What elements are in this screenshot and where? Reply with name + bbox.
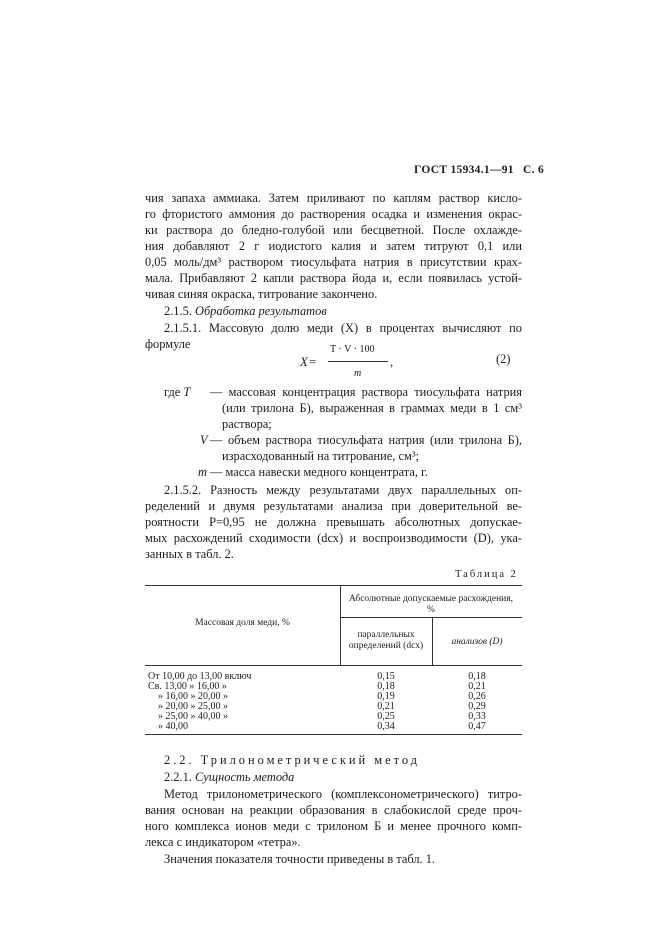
definition-line: — масса навески медного концентрата, г.: [210, 465, 428, 479]
subheader-parallel-1: параллельных: [357, 630, 415, 640]
section-title: Сущность метода: [195, 770, 295, 784]
text-line: го фтористого аммония до растворения осадка и изменения окрас-: [145, 207, 522, 221]
text-line: чивая синяя окраска, титрование закончено.: [145, 287, 378, 301]
definition-line: (или трилона Б), выраженная в граммах меди в 1 см³: [222, 401, 522, 415]
definition-line: — объем раствора тиосульфата натрия (или трилона Б),: [210, 433, 522, 447]
table-cell-range: » 40,00: [158, 721, 188, 732]
formula-denominator: m: [354, 368, 362, 379]
text-line: ного комплекса ионов меди с трилоном Б и менее прочного комп-: [145, 819, 522, 833]
table-cell-range: Св. 13,00 » 16,00 »: [148, 681, 227, 692]
text-line: мала. Прибавляют 2 капли раствора йода и, если появилась устой-: [145, 271, 522, 285]
table-cell-range: » 16,00 » 20,00 »: [158, 691, 228, 702]
text-line: формуле: [145, 337, 191, 351]
table-header-bottom: [145, 665, 522, 666]
table-cell-D: 0,18: [468, 671, 486, 682]
table-cell-D: 0,21: [468, 681, 486, 692]
table-cell-D: 0,29: [468, 701, 486, 712]
table-caption: Таблица 2: [455, 569, 518, 580]
section-number: 2.2.1.: [164, 770, 192, 784]
table-bottom-border: [145, 734, 522, 735]
page-header: [414, 164, 550, 176]
table-cell-D: 0,26: [468, 691, 486, 702]
formula-numerator: T · V · 100: [330, 344, 375, 355]
text-line: роятности P=0,95 не должна превышать абсолютных допускае-: [145, 515, 522, 529]
table-cell-D: 0,47: [468, 721, 486, 732]
subheader-analyses: анализов (D): [451, 637, 503, 647]
definition-line: израсходованный на титрование, см³;: [222, 449, 419, 463]
table-cell-d: 0,15: [377, 671, 395, 682]
table-cell-range: » 25,00 » 40,00 »: [158, 711, 228, 722]
text-line: ределений и двумя результатами анализа при доверительной ве-: [145, 499, 522, 513]
table-cell-d: 0,19: [377, 691, 395, 702]
page-number: С. 6: [523, 164, 545, 176]
definition-line: раствора;: [222, 417, 272, 431]
section-heading: 2.2. Трилонометрический метод: [164, 753, 420, 767]
definition-line: — массовая концентрация раствора тиосульфата натрия: [210, 385, 522, 399]
table-cell-d: 0,18: [377, 681, 395, 692]
group-header-line2: %: [427, 605, 435, 615]
text-line: 2.1.5.1. Массовую долю меди (X) в процентах вычисляют по: [164, 321, 522, 335]
text-line: чия запаха аммиака. Затем приливают по каплям раствор кисло-: [145, 191, 522, 205]
table-cell-d: 0,25: [377, 711, 395, 722]
text-line: вания основан на реакции образования в слабокислой среде проч-: [145, 803, 522, 817]
section-number: 2.1.5.: [164, 304, 192, 318]
subsection-heading: [164, 769, 294, 785]
table-cell-range: От 10,00 до 13,00 включ: [148, 671, 252, 682]
section-title: Обработка результатов: [195, 304, 327, 318]
text-line: ки раствора до бледно-голубой или бесцветной. После охлажде-: [145, 223, 522, 237]
text-line: ния добавляют 2 г иодистого калия и затем титруют 0,1 или: [145, 239, 522, 253]
symbol-V: V: [200, 433, 208, 447]
group-header-line1: Абсолютные допускаемые расхождения,: [349, 594, 513, 604]
table-cell-D: 0,33: [468, 711, 486, 722]
section-heading: [164, 303, 327, 319]
subheader-parallel-2: определений (dсх): [348, 641, 424, 651]
column-header-mass: Массовая доля меди, %: [195, 618, 290, 628]
text-line: Метод трилонометрического (комплексонометрического) титро-: [164, 787, 522, 801]
text-line: Значения показателя точности приведены в табл. 1.: [164, 852, 436, 866]
text-line: 0,05 моль/дм³ раствором тиосульфата натрия в присутствии крах-: [145, 255, 522, 269]
fraction-bar: [328, 361, 388, 362]
text-line: занных в табл. 2.: [145, 547, 234, 561]
text-line: мых расхождений сходимости (dсх) и воспроизводимости (D), ука-: [145, 531, 522, 545]
formula-lhs: X=: [300, 354, 317, 369]
formula: X= T · V · 100 m ,: [300, 344, 394, 379]
table-cell-range: » 20,00 » 25,00 »: [158, 701, 228, 712]
equation-number: (2): [496, 352, 511, 366]
standard-number: ГОСТ 15934.1—91: [414, 164, 514, 176]
table-subheader-line: [340, 617, 522, 618]
table-cell-d: 0,34: [377, 721, 395, 732]
where-label: где T: [164, 385, 191, 399]
symbol-m: m: [198, 465, 207, 479]
text-line: лекса с индикатором «тетра».: [145, 835, 301, 849]
table-top-border: [145, 585, 522, 586]
table-cell-d: 0,21: [377, 701, 395, 712]
text-line: 2.1.5.2. Разность между результатами двух параллельных оп-: [164, 483, 522, 497]
